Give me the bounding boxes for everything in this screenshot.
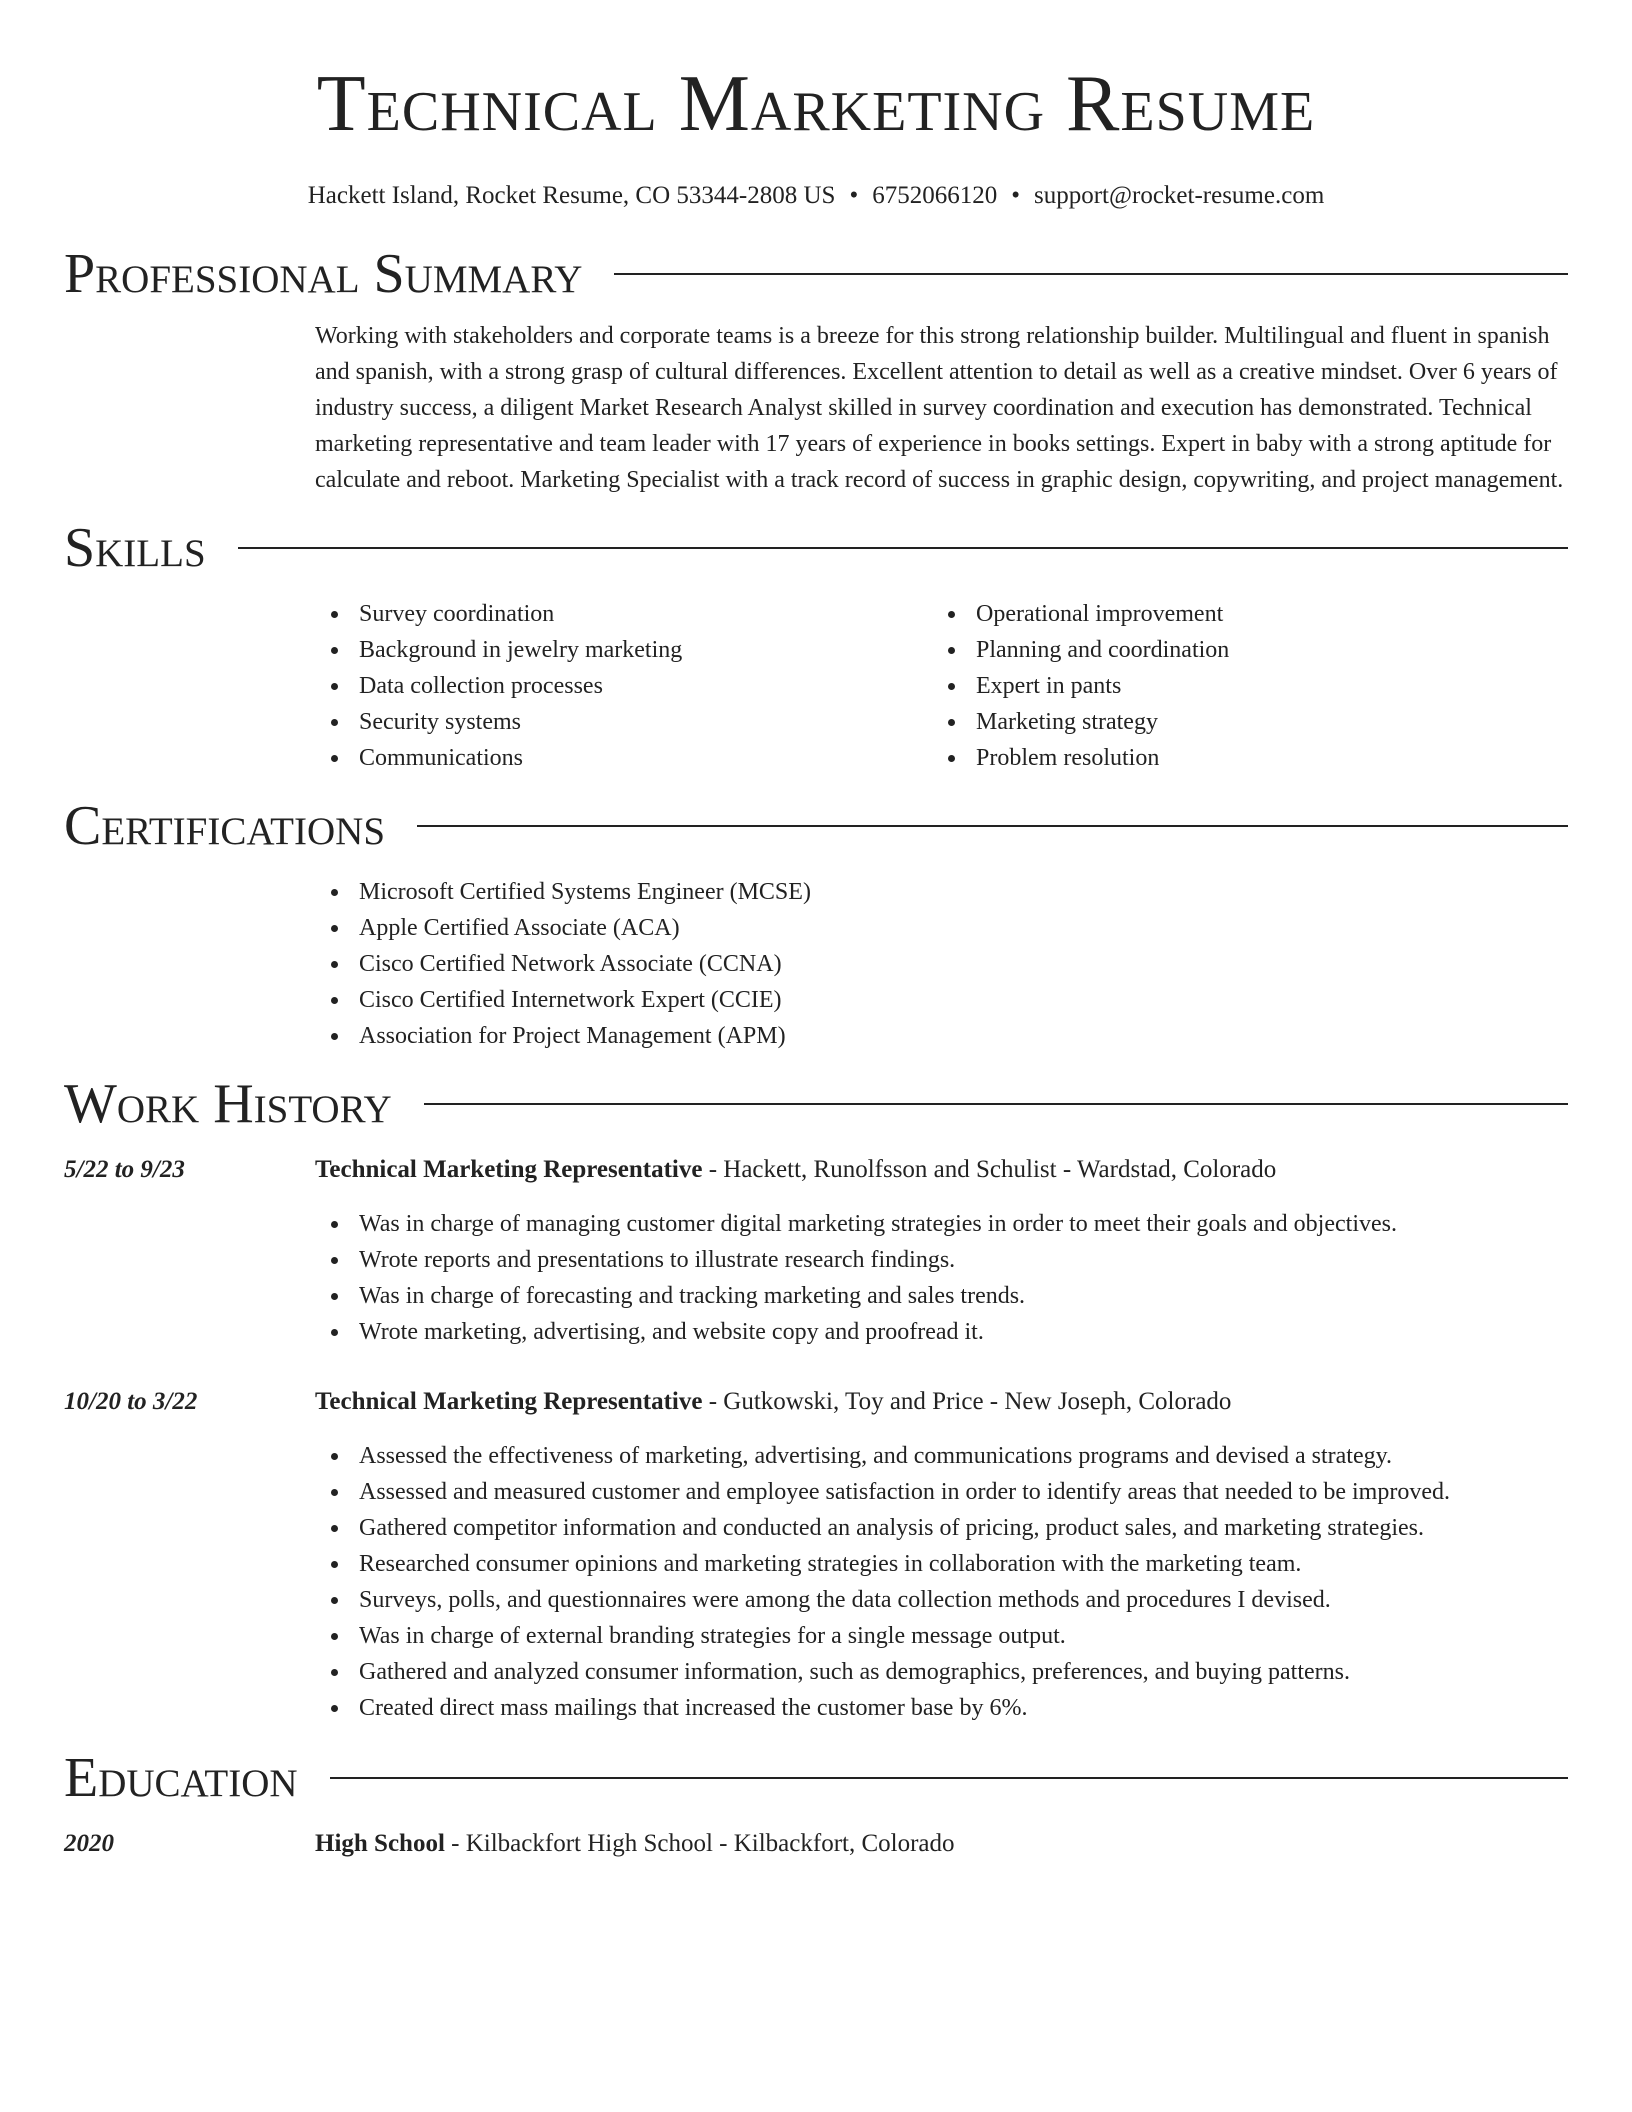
skill-item: Planning and coordination	[932, 632, 1549, 668]
certification-item: Apple Certified Associate (ACA)	[315, 910, 1568, 946]
job-bullet: Wrote reports and presentations to illustrate research findings.	[315, 1242, 1568, 1278]
contact-separator: •	[849, 182, 859, 209]
contact-address: Hackett Island, Rocket Resume, CO 53344-2808 US	[307, 182, 836, 209]
job-bullet: Was in charge of forecasting and tracking marketing and sales trends.	[315, 1278, 1568, 1314]
section-divider	[417, 825, 1568, 827]
certification-item: Microsoft Certified Systems Engineer (MCSE)	[315, 874, 1568, 910]
job-header	[315, 1152, 1568, 1188]
job-bullet: Wrote marketing, advertising, and website copy and proofread it.	[315, 1314, 1568, 1350]
job-bullet: Was in charge of managing customer digital marketing strategies in order to meet their goals and objectives.	[315, 1206, 1568, 1242]
job-bullet: Researched consumer opinions and marketing strategies in collaboration with the marketing team.	[315, 1546, 1568, 1582]
summary-heading: Professional Summary	[64, 243, 583, 305]
job-bullet: Surveys, polls, and questionnaires were among the data collection methods and procedures I devised.	[315, 1582, 1568, 1618]
job-details: - Gutkowski, Toy and Price - New Joseph, Colorado	[702, 1388, 1232, 1415]
job-dates: 10/20 to 3/22	[64, 1388, 198, 1415]
job-bullets	[315, 1206, 1568, 1350]
education-header	[315, 1826, 1568, 1862]
resume-title: Technical Marketing Resume	[316, 60, 1316, 148]
job-entry	[64, 1152, 1568, 1350]
skills-list-left	[315, 596, 932, 776]
job-details: - Hackett, Runolfsson and Schulist - Wardstad, Colorado	[702, 1156, 1277, 1183]
work-history-heading: Work History	[64, 1073, 392, 1135]
job-entry	[64, 1384, 1568, 1726]
certification-item: Cisco Certified Internetwork Expert (CCIE)	[315, 982, 1568, 1018]
skill-item: Communications	[315, 740, 932, 776]
work-history-section	[64, 1072, 1568, 1726]
resume-page	[64, 0, 1568, 1862]
skill-item: Problem resolution	[932, 740, 1549, 776]
job-bullet: Was in charge of external branding strategies for a single message output.	[315, 1618, 1568, 1654]
section-divider	[614, 273, 1568, 275]
job-title: Technical Marketing Representative	[315, 1156, 703, 1183]
job-bullet: Created direct mass mailings that increased the customer base by 6%.	[315, 1690, 1568, 1726]
skill-item: Survey coordination	[315, 596, 932, 632]
contact-email: support@rocket-resume.com	[1033, 182, 1325, 209]
education-section	[64, 1746, 1568, 1862]
section-divider	[238, 547, 1568, 549]
skill-item: Security systems	[315, 704, 932, 740]
education-entry	[64, 1826, 1568, 1862]
certifications-section	[64, 794, 1568, 1054]
skill-item: Background in jewelry marketing	[315, 632, 932, 668]
skill-item: Marketing strategy	[932, 704, 1549, 740]
contact-line	[64, 180, 1568, 212]
certifications-list	[315, 874, 1568, 1054]
summary-section	[64, 242, 1568, 498]
job-header	[315, 1384, 1568, 1420]
skills-section	[64, 516, 1568, 776]
job-bullets	[315, 1438, 1568, 1726]
job-bullet: Gathered and analyzed consumer information, such as demographics, preferences, and buying patterns.	[315, 1654, 1568, 1690]
education-degree: High School	[315, 1830, 445, 1857]
education-details: - Kilbackfort High School - Kilbackfort, Colorado	[444, 1830, 955, 1857]
skill-item: Operational improvement	[932, 596, 1549, 632]
section-divider	[330, 1777, 1568, 1779]
skill-item: Expert in pants	[932, 668, 1549, 704]
job-title: Technical Marketing Representative	[315, 1388, 703, 1415]
summary-text: Working with stakeholders and corporate teams is a breeze for this strong relationship builder. Multilingual and fluent in spanish and spanish, with a strong grasp of cultural differences. Excellent attention to detail as well as a creative mindset. Over 6 years of industry success, a diligent Market Research Analyst skilled in survey coordination and execution has demonstrated. Technical marketing representative and team leader with 17 years of experience in books settings. Expert in baby with a strong aptitude for calculate and reboot. Marketing Specialist with a track record of success in graphic design, copywriting, and project management.	[315, 323, 1564, 493]
job-bullet: Assessed and measured customer and employee satisfaction in order to identify areas that needed to be improved.	[315, 1474, 1568, 1510]
certification-item: Cisco Certified Network Associate (CCNA)	[315, 946, 1568, 982]
certifications-heading: Certifications	[64, 795, 386, 857]
skills-heading: Skills	[64, 517, 206, 579]
contact-phone: 6752066120	[872, 182, 998, 209]
job-dates: 5/22 to 9/23	[64, 1156, 185, 1183]
certification-item: Association for Project Management (APM)	[315, 1018, 1568, 1054]
skill-item: Data collection processes	[315, 668, 932, 704]
section-divider	[424, 1103, 1568, 1105]
contact-separator: •	[1011, 182, 1020, 209]
skills-list-right	[932, 596, 1549, 776]
education-year: 2020	[64, 1830, 114, 1857]
job-bullet: Assessed the effectiveness of marketing, advertising, and communications programs and devised a strategy.	[315, 1438, 1568, 1474]
education-heading: Education	[64, 1747, 298, 1809]
job-bullet: Gathered competitor information and conducted an analysis of pricing, product sales, and marketing strategies.	[315, 1510, 1568, 1546]
